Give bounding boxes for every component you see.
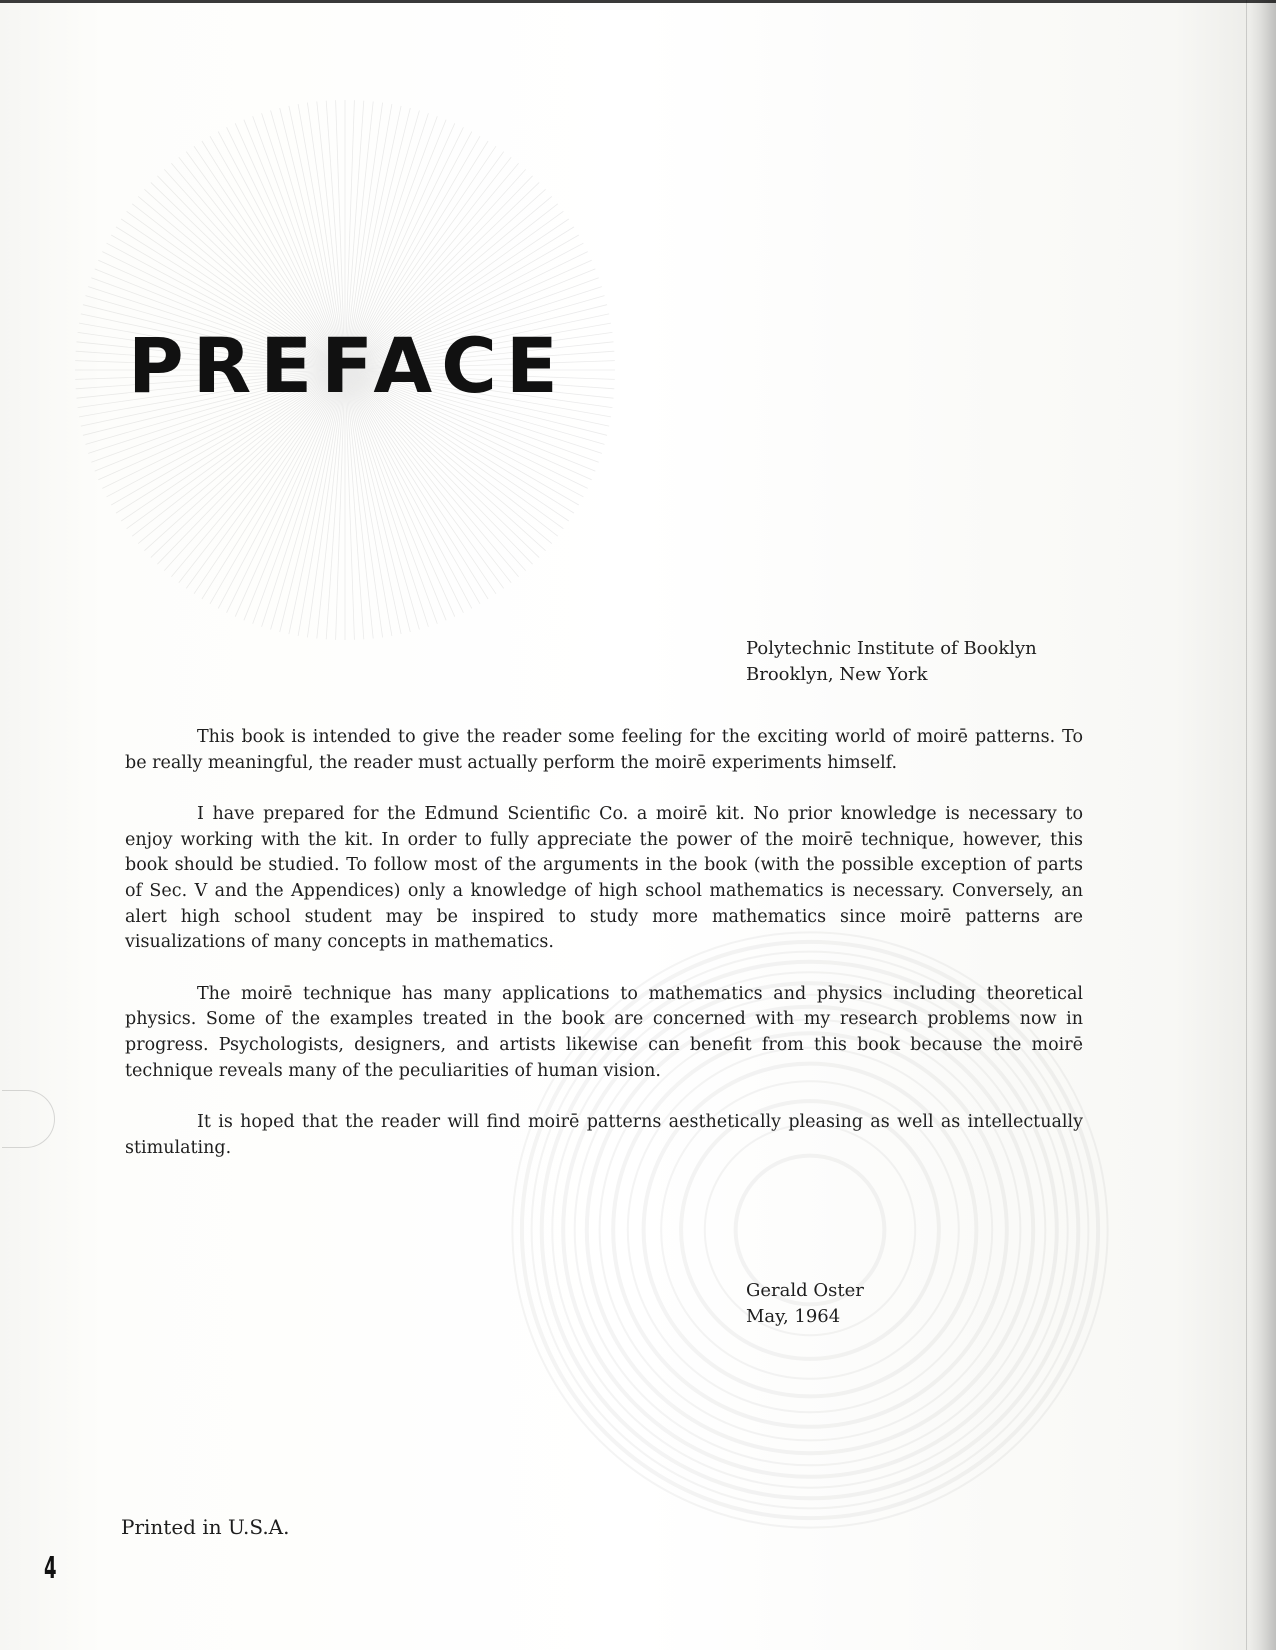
author-name: Gerald Oster <box>746 1280 864 1301</box>
institution-location: Brooklyn, New York <box>746 664 928 685</box>
page-number: 4 <box>44 1551 57 1586</box>
paragraph-1: This book is intended to give the reader some feeling for the exciting world of moirē patterns. To be really meaningful, the reader must actually perform the moirē experiments himself. <box>125 727 1083 773</box>
institution-name: Polytechnic Institute of Booklyn <box>746 638 1037 659</box>
paragraph-4: It is hoped that the reader will find moirē patterns aesthetically pleasing as well as intellectually stimulating. <box>125 1112 1083 1158</box>
paragraph-3: The moirē technique has many applications to mathematics and physics including theoretical physics. Some of the examples treated in the book are concerned with my research problems now in progress. Psychologists, designers, and artists likewise can benefit from this book because the moirē technique reveals many of the peculiarities of human vision. <box>125 983 1083 1081</box>
signature-block <box>746 1278 864 1330</box>
page-title: PREFACE <box>128 321 567 410</box>
institution-block <box>746 636 1037 688</box>
preface-body <box>125 725 1083 1187</box>
signature-date: May, 1964 <box>746 1306 841 1327</box>
printed-notice: Printed in U.S.A. <box>121 1515 290 1539</box>
paragraph-2: I have prepared for the Edmund Scientific Co. a moirē kit. No prior knowledge is necessary to enjoy working with the kit. In order to fully appreciate the power of the moirē technique, however, this book should be studied. To follow most of the arguments in the book (with the possible exception of parts of Sec. V and the Appendices) only a knowledge of high school mathematics is necessary. Conversely, an alert high school student may be inspired to study more mathematics since moirē patterns are visualizations of many concepts in mathematics. <box>125 804 1083 953</box>
